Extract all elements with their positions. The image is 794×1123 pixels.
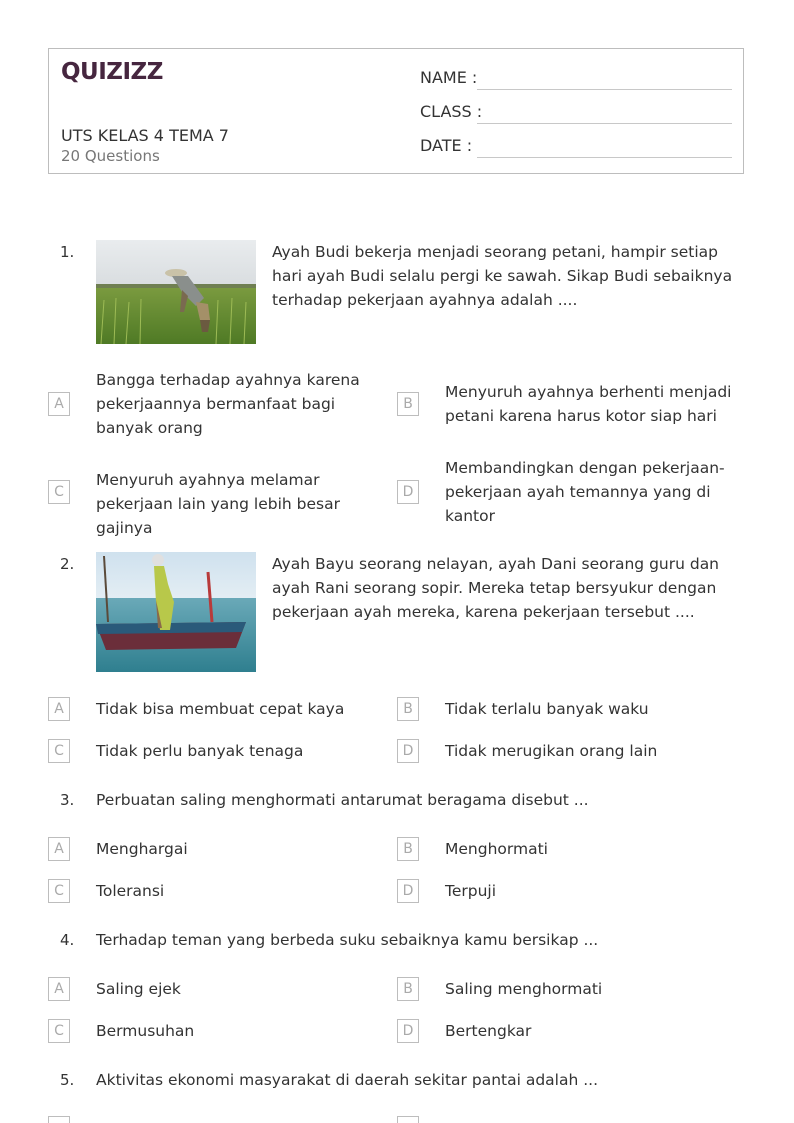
option-letter[interactable]: B	[397, 697, 419, 721]
question-text: Aktivitas ekonomi masyarakat di daerah sekitar pantai adalah ...	[96, 1071, 599, 1089]
question-number: 1.	[60, 243, 75, 261]
question-number: 2.	[60, 555, 75, 573]
option-text[interactable]: Menyuruh ayahnya melamar pekerjaan lain yang lebih besar gajinya	[96, 471, 340, 537]
option-letter-partial[interactable]	[397, 1116, 419, 1123]
option-text[interactable]: Saling ejek	[96, 980, 181, 998]
option-letter[interactable]: C	[48, 1019, 70, 1043]
option-text[interactable]: Bermusuhan	[96, 1022, 195, 1040]
worksheet-header	[48, 48, 744, 174]
option-letter[interactable]: B	[397, 392, 419, 416]
option-letter[interactable]: C	[48, 879, 70, 903]
option-letter[interactable]: D	[397, 480, 419, 504]
quizizz-logo: QUIZIZZ	[61, 59, 163, 85]
option-letter[interactable]: C	[48, 480, 70, 504]
option-text[interactable]: Terpuji	[445, 882, 497, 900]
class-label: CLASS :	[420, 102, 483, 121]
option-text[interactable]: Tidak perlu banyak tenaga	[96, 742, 304, 760]
option-letter-partial[interactable]	[48, 1116, 70, 1123]
option-text[interactable]: Menghormati	[445, 840, 548, 858]
option-letter[interactable]: A	[48, 977, 70, 1001]
date-line	[477, 157, 732, 158]
option-text[interactable]: Menghargai	[96, 840, 188, 858]
option-text[interactable]: Tidak bisa membuat cepat kaya	[96, 700, 345, 718]
question-number: 5.	[60, 1071, 75, 1089]
option-text[interactable]: Bangga terhadap ayahnya karena pekerjaannya bermanfaat bagi banyak orang	[96, 371, 360, 437]
question-text: Perbuatan saling menghormati antarumat beragama disebut ...	[96, 791, 589, 809]
date-label: DATE :	[420, 136, 473, 155]
option-text[interactable]: Menyuruh ayahnya berhenti menjadi petani karena harus kotor siap hari	[445, 383, 732, 425]
option-letter[interactable]: A	[48, 697, 70, 721]
option-letter[interactable]: A	[48, 392, 70, 416]
class-line	[477, 123, 732, 124]
question-number: 4.	[60, 931, 75, 949]
name-label: NAME :	[420, 68, 478, 87]
option-letter[interactable]: A	[48, 837, 70, 861]
option-text[interactable]: Tidak terlalu banyak waku	[445, 700, 649, 718]
name-line	[477, 89, 732, 90]
option-letter[interactable]: B	[397, 837, 419, 861]
farmer-image	[96, 240, 256, 344]
option-text[interactable]: Bertengkar	[445, 1022, 532, 1040]
option-text[interactable]: Membandingkan dengan pekerjaan-pekerjaan ayah temannya yang di kantor	[445, 459, 725, 525]
fisherman-image	[96, 552, 256, 672]
option-text[interactable]: Saling menghormati	[445, 980, 603, 998]
worksheet-title: UTS KELAS 4 TEMA 7	[61, 126, 229, 145]
option-letter[interactable]: D	[397, 879, 419, 903]
option-text[interactable]: Tidak merugikan orang lain	[445, 742, 658, 760]
option-text[interactable]: Toleransi	[96, 882, 165, 900]
question-text: Ayah Bayu seorang nelayan, ayah Dani seorang guru dan ayah Rani seorang sopir. Mereka tetap bersyukur dengan pekerjaan ayah mereka, karena pekerjaan tersebut ....	[272, 555, 720, 621]
question-text: Ayah Budi bekerja menjadi seorang petani, hampir setiap hari ayah Budi selalu pergi ke sawah. Sikap Budi sebaiknya terhadap pekerjaan ayahnya adalah ....	[272, 243, 733, 309]
question-number: 3.	[60, 791, 75, 809]
question-count: 20 Questions	[61, 147, 160, 165]
question-text: Terhadap teman yang berbeda suku sebaiknya kamu bersikap ...	[96, 931, 599, 949]
option-letter[interactable]: B	[397, 977, 419, 1001]
option-letter[interactable]: C	[48, 739, 70, 763]
option-letter[interactable]: D	[397, 1019, 419, 1043]
option-letter[interactable]: D	[397, 739, 419, 763]
